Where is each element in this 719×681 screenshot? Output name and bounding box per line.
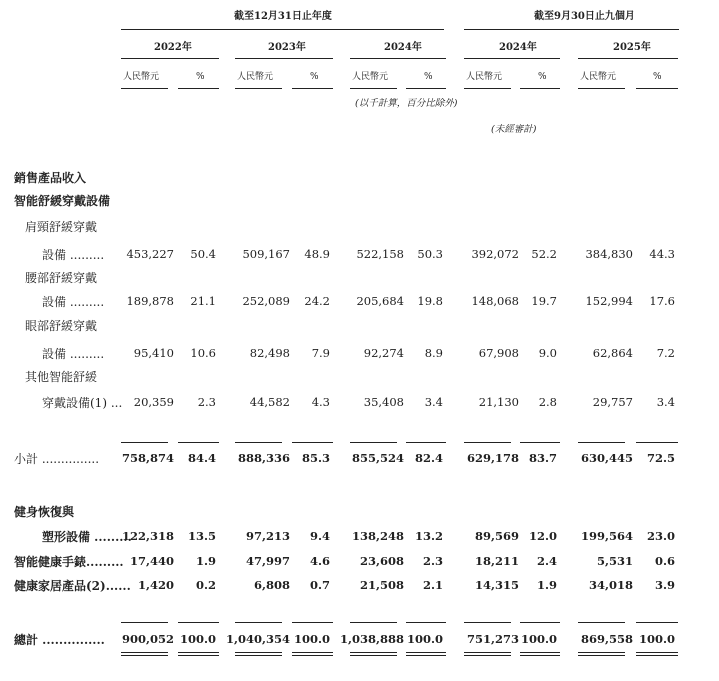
table-cell: 17.6 (649, 294, 675, 308)
table-cell: 2.3 (422, 554, 443, 568)
row-label-other-1: 其他智能舒緩 (25, 370, 98, 384)
table-cell: 47,997 (245, 554, 290, 568)
total-double-rule-1 (121, 652, 168, 656)
table-cell: 97,213 (245, 529, 290, 543)
subtotal-rule-1 (121, 442, 168, 443)
table-cell: 89,569 (474, 529, 519, 543)
table-cell: 100.0 (179, 632, 216, 646)
table-cell: 522,158 (356, 247, 404, 261)
table-cell: 19.8 (417, 294, 443, 308)
row-label-other-2: 穿戴設備(1) ... (42, 396, 123, 410)
table-cell: 92,274 (363, 346, 404, 360)
table-cell: 205,684 (356, 294, 404, 308)
table-cell: 4.6 (309, 554, 330, 568)
table-cell: 4.3 (311, 395, 330, 409)
table-cell: 3.4 (656, 395, 675, 409)
table-cell: 12.0 (528, 529, 557, 543)
unit-rule-3b (406, 88, 446, 89)
table-cell: 95,410 (133, 346, 174, 360)
table-cell: 1,038,888 (339, 632, 404, 646)
table-cell: 3.4 (424, 395, 443, 409)
table-cell: 29,757 (592, 395, 633, 409)
table-cell: 122,318 (121, 529, 174, 543)
header-group-year: 截至12月31日止年度 (234, 11, 332, 22)
row-label-eye-1: 眼部舒緩穿戴 (25, 319, 98, 333)
unit-rule-5b (636, 88, 678, 89)
year-label-2024-9m: 2024年 (499, 42, 537, 53)
table-cell: 50.3 (417, 247, 443, 261)
table-cell: 67,908 (478, 346, 519, 360)
total-double-rule-2 (178, 652, 219, 656)
table-cell: 6,808 (253, 578, 290, 592)
table-cell: 24.2 (304, 294, 330, 308)
table-cell: 14,315 (474, 578, 519, 592)
note-unaudited: (未經審計) (491, 124, 537, 135)
table-cell: 52.2 (531, 247, 557, 261)
total-top-rule-10 (636, 622, 678, 623)
table-cell: 2.1 (422, 578, 443, 592)
total-double-rule-6 (406, 652, 446, 656)
unit-rule-1b (178, 88, 219, 89)
table-cell: 0.2 (195, 578, 216, 592)
table-cell: 5,531 (596, 554, 633, 568)
year-label-2023: 2023年 (268, 42, 306, 53)
table-cell: 82,498 (249, 346, 290, 360)
year-rule-5 (578, 58, 678, 59)
total-top-rule-1 (121, 622, 168, 623)
row-label-eye-2: 設備 ......... (42, 347, 105, 361)
table-cell: 21,130 (478, 395, 519, 409)
section-smart-wearable: 智能舒緩穿戴設備 (14, 194, 111, 208)
total-double-rule-3 (235, 652, 282, 656)
row-label-watch: 智能健康手錶......... (14, 555, 124, 569)
table-cell: 384,830 (585, 247, 633, 261)
table-cell: 19.7 (531, 294, 557, 308)
total-top-rule-3 (235, 622, 282, 623)
table-cell: 62,864 (592, 346, 633, 360)
unit-rmb-1: 人民幣元 (123, 72, 160, 82)
table-cell: 21,508 (359, 578, 404, 592)
unit-pct-3: % (424, 72, 433, 82)
header-group-nine-months: 截至9月30日止九個月 (534, 11, 635, 22)
section-sales-revenue: 銷售產品收入 (14, 171, 87, 185)
subtotal-rule-4 (292, 442, 333, 443)
table-cell: 8.9 (424, 346, 443, 360)
table-cell: 509,167 (242, 247, 290, 261)
table-cell: 751,273 (466, 632, 519, 646)
table-cell: 900,052 (121, 632, 174, 646)
table-cell: 1,420 (137, 578, 174, 592)
subtotal-rule-6 (406, 442, 446, 443)
table-cell: 13.5 (187, 529, 216, 543)
table-cell: 152,994 (585, 294, 633, 308)
total-double-rule-5 (350, 652, 397, 656)
section-fitness: 健身恢復與 (14, 505, 75, 519)
row-label-neck-2: 設備 ......... (42, 248, 105, 262)
total-double-rule-4 (292, 652, 333, 656)
table-cell: 100.0 (293, 632, 330, 646)
table-cell: 34,018 (588, 578, 633, 592)
table-cell: 44,582 (249, 395, 290, 409)
subtotal-rule-2 (178, 442, 219, 443)
table-cell: 23.0 (646, 529, 675, 543)
header-rule-year (121, 29, 444, 30)
table-cell: 7.9 (311, 346, 330, 360)
table-cell: 1.9 (195, 554, 216, 568)
table-cell: 83.7 (528, 451, 557, 465)
table-cell: 855,524 (351, 451, 404, 465)
table-cell: 2.3 (197, 395, 216, 409)
table-cell: 629,178 (466, 451, 519, 465)
table-cell: 84.4 (187, 451, 216, 465)
year-rule-3 (350, 58, 446, 59)
total-top-rule-8 (520, 622, 560, 623)
unit-rmb-2: 人民幣元 (237, 72, 274, 82)
unit-rmb-4: 人民幣元 (466, 72, 503, 82)
total-double-rule-7 (464, 652, 511, 656)
table-cell: 138,248 (351, 529, 404, 543)
unit-rule-1a (121, 88, 168, 89)
table-cell: 21.1 (190, 294, 216, 308)
table-cell: 82.4 (414, 451, 443, 465)
total-top-rule-6 (406, 622, 446, 623)
subtotal-rule-3 (235, 442, 282, 443)
row-label-home: 健康家居產品(2)...... (14, 579, 131, 593)
unit-pct-5: % (653, 72, 662, 82)
row-label-waist-1: 腰部舒緩穿戴 (25, 271, 98, 285)
table-cell: 35,408 (363, 395, 404, 409)
total-top-rule-2 (178, 622, 219, 623)
table-cell: 189,878 (126, 294, 174, 308)
total-top-rule-9 (578, 622, 625, 623)
unit-rule-2a (235, 88, 282, 89)
header-rule-nine-months (464, 29, 679, 30)
row-label-subtotal: 小計 ............... (14, 452, 100, 466)
table-cell: 869,558 (580, 632, 633, 646)
table-cell: 1,040,354 (225, 632, 290, 646)
table-cell: 85.3 (301, 451, 330, 465)
year-rule-1 (121, 58, 219, 59)
table-cell: 9.4 (309, 529, 330, 543)
unit-rmb-5: 人民幣元 (580, 72, 617, 82)
table-cell: 7.2 (656, 346, 675, 360)
unit-pct-1: % (196, 72, 205, 82)
table-cell: 888,336 (237, 451, 290, 465)
total-double-rule-9 (578, 652, 625, 656)
table-cell: 13.2 (414, 529, 443, 543)
table-cell: 50.4 (190, 247, 216, 261)
total-double-rule-10 (636, 652, 678, 656)
table-cell: 392,072 (471, 247, 519, 261)
table-cell: 252,089 (242, 294, 290, 308)
year-rule-4 (464, 58, 560, 59)
row-label-shaping: 塑形設備 ......... (42, 530, 132, 544)
unit-rule-2b (292, 88, 333, 89)
total-double-rule-8 (520, 652, 560, 656)
unit-pct-2: % (310, 72, 319, 82)
table-cell: 72.5 (646, 451, 675, 465)
table-cell: 453,227 (126, 247, 174, 261)
unit-rule-5a (578, 88, 625, 89)
table-cell: 10.6 (190, 346, 216, 360)
table-cell: 9.0 (538, 346, 557, 360)
table-cell: 3.9 (654, 578, 675, 592)
table-cell: 17,440 (129, 554, 174, 568)
subtotal-rule-10 (636, 442, 678, 443)
table-cell: 2.8 (538, 395, 557, 409)
unit-rmb-3: 人民幣元 (352, 72, 389, 82)
note-thousands: (以千計算，百分比除外) (355, 98, 458, 109)
unit-pct-4: % (538, 72, 547, 82)
subtotal-rule-8 (520, 442, 560, 443)
table-cell: 2.4 (536, 554, 557, 568)
year-label-2024: 2024年 (384, 42, 422, 53)
year-label-2022: 2022年 (154, 42, 192, 53)
subtotal-rule-5 (350, 442, 397, 443)
table-cell: 0.7 (309, 578, 330, 592)
year-rule-2 (235, 58, 333, 59)
total-top-rule-7 (464, 622, 511, 623)
table-cell: 20,359 (133, 395, 174, 409)
subtotal-rule-7 (464, 442, 511, 443)
table-cell: 1.9 (536, 578, 557, 592)
table-cell: 758,874 (121, 451, 174, 465)
row-label-neck-1: 肩頸舒緩穿戴 (25, 220, 98, 234)
table-cell: 100.0 (406, 632, 443, 646)
unit-rule-4b (520, 88, 560, 89)
table-cell: 100.0 (638, 632, 675, 646)
table-cell: 630,445 (580, 451, 633, 465)
total-top-rule-4 (292, 622, 333, 623)
table-cell: 48.9 (304, 247, 330, 261)
row-label-total: 總計 ............... (14, 633, 105, 647)
table-cell: 18,211 (474, 554, 519, 568)
table-cell: 199,564 (580, 529, 633, 543)
year-label-2025-9m: 2025年 (613, 42, 651, 53)
table-cell: 148,068 (471, 294, 519, 308)
table-cell: 23,608 (359, 554, 404, 568)
table-cell: 0.6 (654, 554, 675, 568)
subtotal-rule-9 (578, 442, 625, 443)
table-cell: 44.3 (649, 247, 675, 261)
row-label-waist-2: 設備 ......... (42, 295, 105, 309)
table-cell: 100.0 (520, 632, 557, 646)
unit-rule-3a (350, 88, 397, 89)
total-top-rule-5 (350, 622, 397, 623)
unit-rule-4a (464, 88, 511, 89)
